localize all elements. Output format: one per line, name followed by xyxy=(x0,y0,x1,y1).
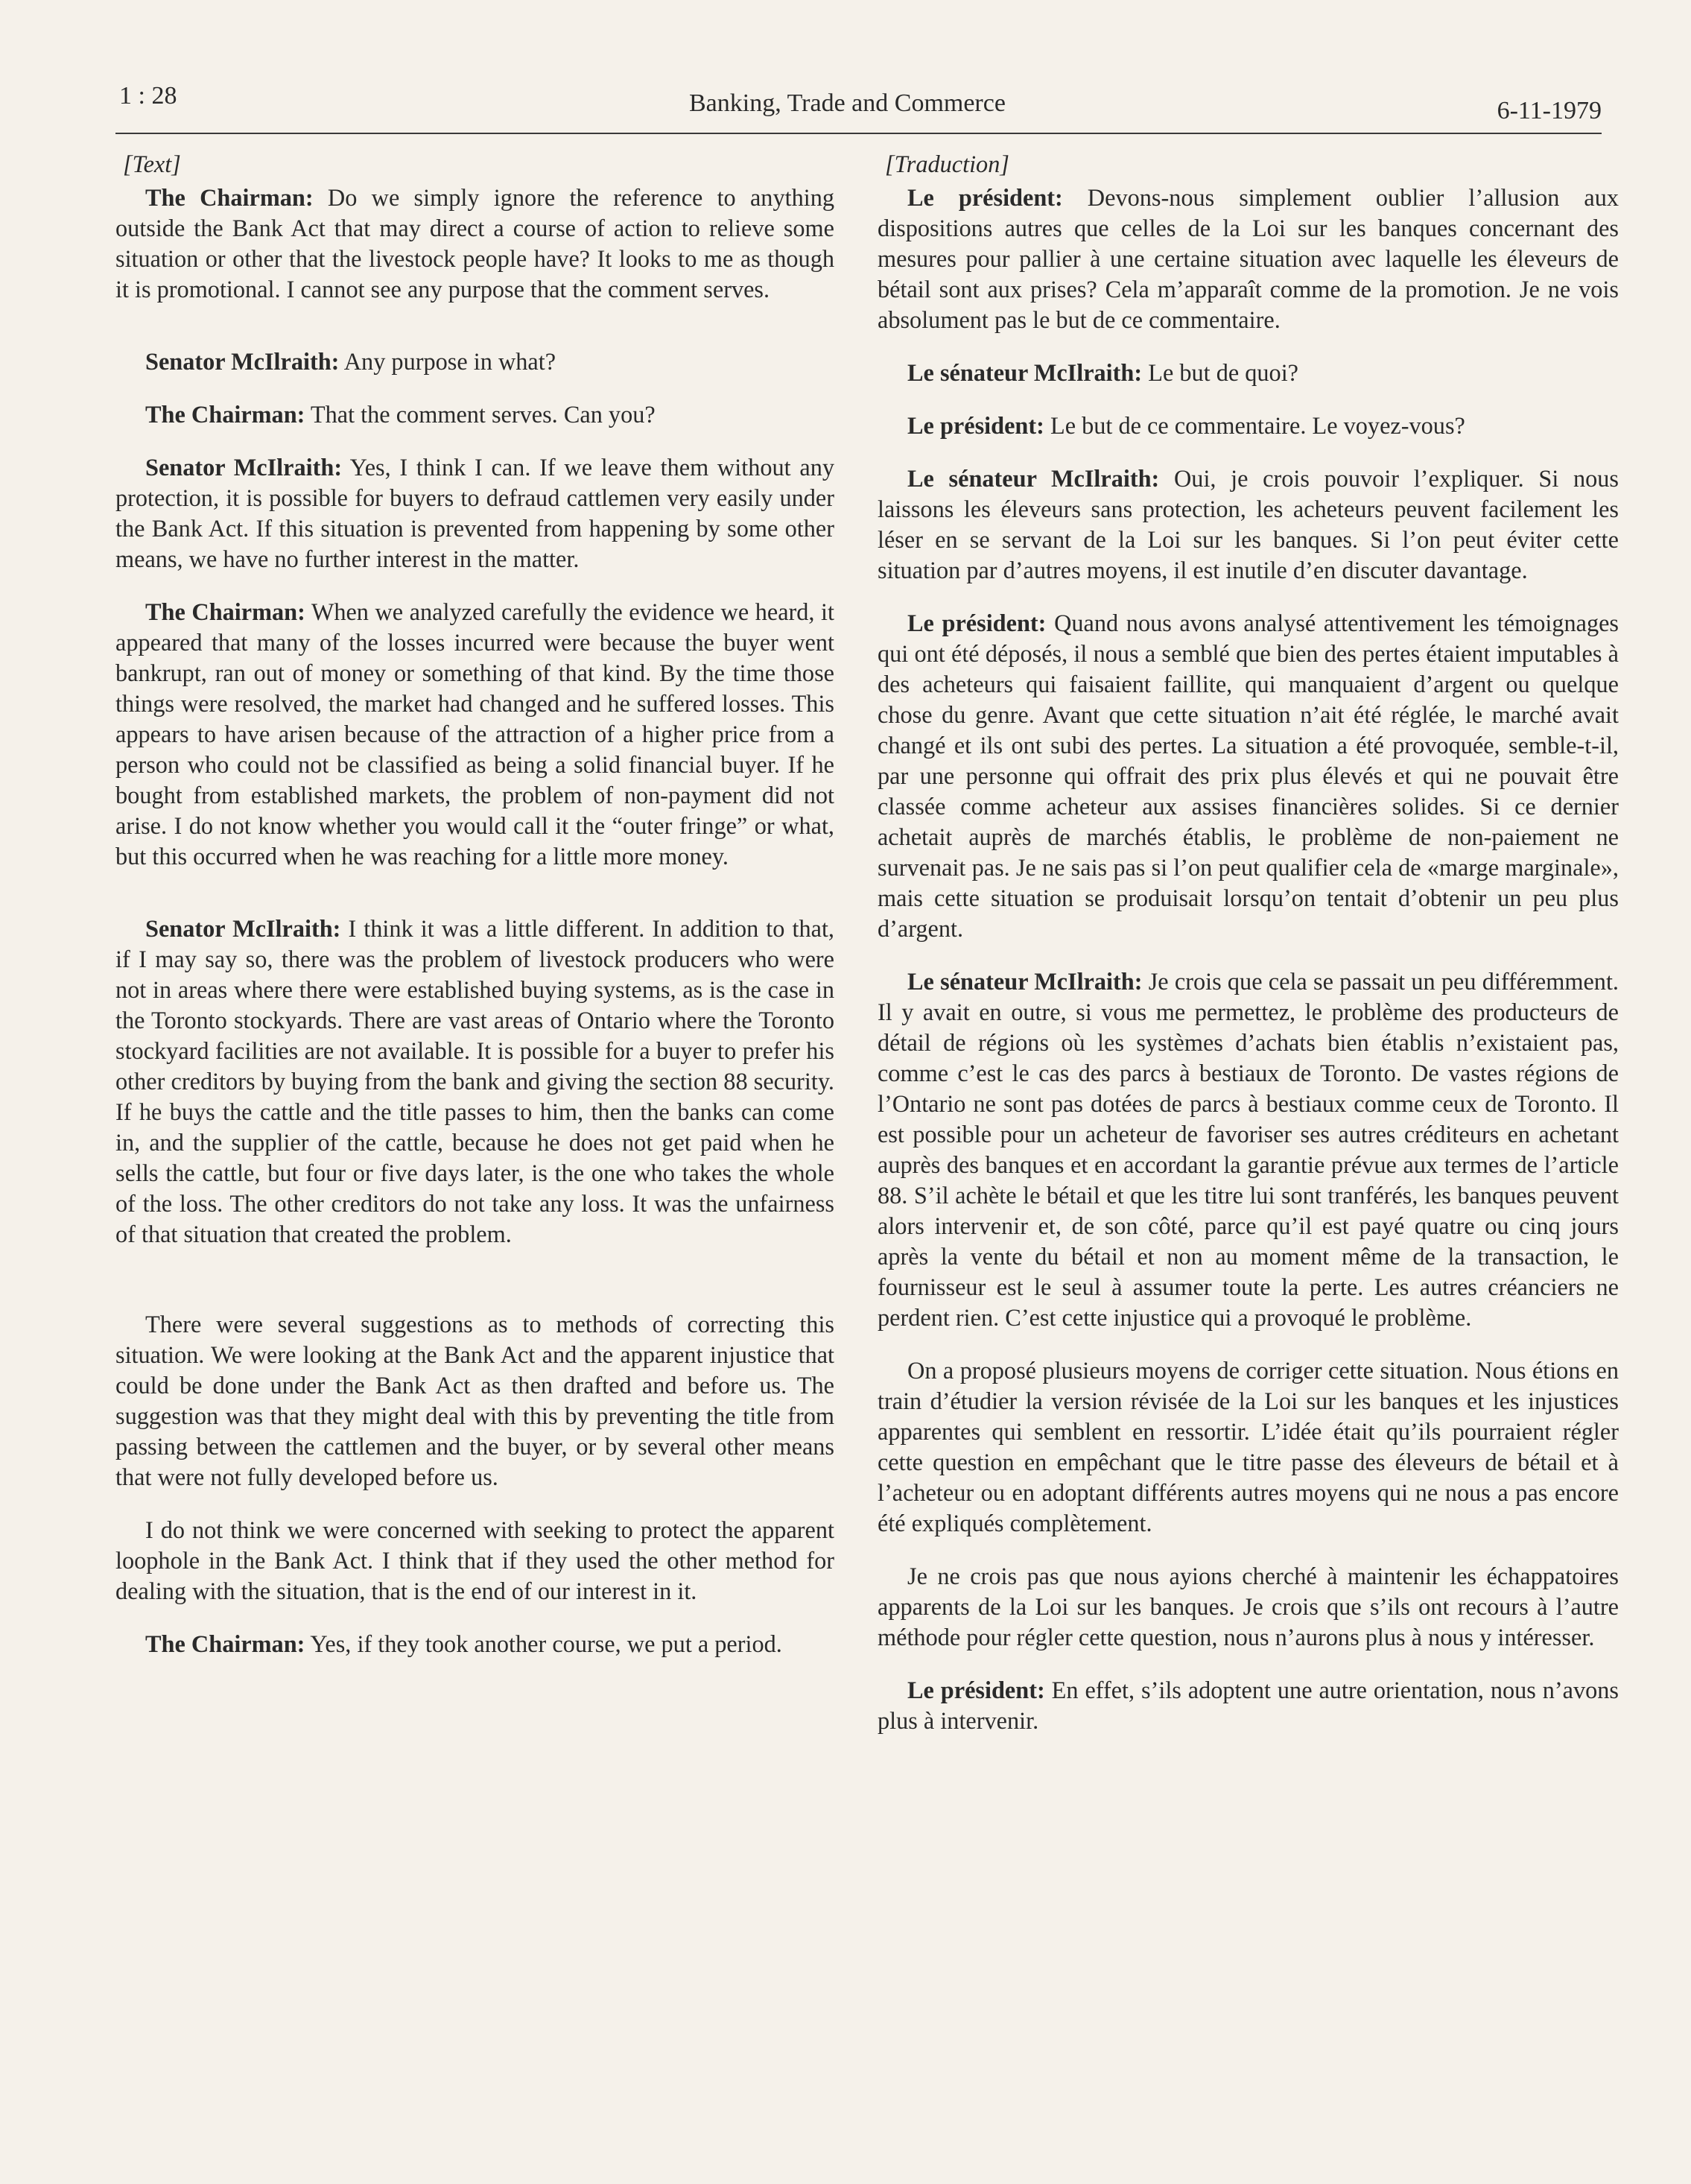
paragraph xyxy=(115,183,834,305)
speaker-name: The Chairman: xyxy=(145,184,314,211)
paragraph xyxy=(878,411,1619,441)
page-number: 1 : 28 xyxy=(119,82,177,110)
speech-text: Devons-nous simplement oublier l’allusion aux dispositions autres que celles de la Loi sur les banques concernant des mesures pour pallier à une certaine situation avec laquelle les éleveurs de bétail sont aux prises? Cela m’apparaît comme de la promotion. Je ne vois absolument pas le but de ce commentaire. xyxy=(878,184,1619,333)
speaker-name: The Chairman: xyxy=(145,598,305,625)
speaker-name: Le président: xyxy=(907,184,1063,211)
section-label: [Traduction] xyxy=(885,151,1009,177)
french-column xyxy=(878,149,1619,1759)
speaker-name: Le sénateur McIlraith: xyxy=(907,968,1143,995)
speech-text: Quand nous avons analysé attentivement les témoignages qui ont été déposés, il nous a semblé que bien des pertes étaient imputables à des acheteurs qui faisaient faillite, qui manquaient d’argent ou quelque chose du genre. Avant que cette situation n’ait été réglée, le marché avait changé et ils ont subi des pertes. La situation a été provoquée, semble-t-il, par une personne qui offrait des prix plus élevés et qui ne pouvait être classée comme acheteur aux assises financières solides. Si ce dernier achetait auprès de marchés établis, le problème de non-paiement ne survenait pas. Je ne sais pas si l’on peut qualifier cela de «marge marginale», mais cette situation se produisait lorsqu’on tentait d’obtenir un peu plus d’argent. xyxy=(878,610,1619,942)
speech-text: Je crois que cela se passait un peu différemment. Il y avait en outre, si vous me permettez, le problème des producteurs de détail de régions où les systèmes d’achats bien établis n’existaient pas, comme c’est le cas des parcs à bestiaux de Toronto. De vastes régions de l’Ontario ne sont pas dotées de parcs à bestiaux comme ceux de Toronto. Il est possible pour un acheteur de favoriser ses autres créditeurs en achetant auprès des banques et en accordant la garantie prévue aux termes de l’article 88. S’il achète le bétail et que les titre lui sont tranférés, les banques peuvent alors intervenir et, de son côté, parce qu’il est payé quatre ou cinq jours après la vente du bétail et non au moment même de la transaction, le fournisseur est le seul à assumer toute la perte. Les autres créanciers ne perdent rien. C’est cette injustice qui a provoqué le problème. xyxy=(878,968,1619,1331)
speaker-name: Le sénateur McIlraith: xyxy=(907,465,1160,492)
speaker-name: Senator McIlraith: xyxy=(145,348,340,375)
paragraph xyxy=(115,1309,834,1493)
english-column xyxy=(115,149,834,1682)
paragraph xyxy=(878,183,1619,335)
paragraph xyxy=(115,452,834,575)
paragraph xyxy=(878,463,1619,586)
speech-text: I think it was a little different. In addition to that, if I may say so, there was the problem of livestock producers who were not in areas where there were established buying systems, as is the case in the Toronto stockyards. There are vast areas of Ontario where the Toronto stockyard facilities are not available. It is possible for a buyer to prefer his other creditors by buying from the bank and giving the section 88 security. If he buys the cattle and the title passes to him, then the banks can come in, and the supplier of the cattle, because he does not get paid when he sells the cattle, but four or five days later, is the one who takes the whole of the loss. The other creditors do not take any loss. It was the unfairness of that situation that created the problem. xyxy=(115,915,834,1247)
speech-text: Le but de ce commentaire. Le voyez-vous? xyxy=(1044,412,1465,439)
paragraph xyxy=(115,346,834,377)
speech-text: There were several suggestions as to methods of correcting this situation. We were looking at the Bank Act and the apparent injustice that could be done under the Bank Act as then drafted and before us. The suggestion was that they might deal with this by preventing the title from passing between the cattlemen and the buyer, or by several other means that were not fully developed before us. xyxy=(115,1311,834,1490)
committee-title: Banking, Trade and Commerce xyxy=(689,89,1006,117)
paragraph xyxy=(878,358,1619,388)
paragraph xyxy=(878,1355,1619,1539)
paragraph xyxy=(115,914,834,1250)
speaker-name: Senator McIlraith: xyxy=(145,454,343,481)
speech-text: Oui, je crois pouvoir l’expliquer. Si nous laissons les éleveurs sans protection, les acheteurs peuvent facilement les léser en se servant de la Loi sur les banques. Si l’on peut éviter cette situation par d’autres moyens, il est inutile d’en discuter davantage. xyxy=(878,465,1619,583)
session-date: 6-11-1979 xyxy=(1497,97,1602,124)
speech-text: Yes, I think I can. If we leave them without any protection, it is possible for buyers to defraud cattlemen very easily under the Bank Act. If this situation is prevented from happening by some other means, we have no further interest in the matter. xyxy=(115,454,834,572)
page-header xyxy=(115,80,1602,134)
speaker-name: Le président: xyxy=(907,412,1044,439)
speaker-name: Senator McIlraith: xyxy=(145,915,341,942)
paragraph xyxy=(878,1561,1619,1653)
paragraph xyxy=(878,608,1619,944)
paragraph xyxy=(878,966,1619,1333)
speech-text: Do we simply ignore the reference to anything outside the Bank Act that may direct a course of action to relieve some situation or other that the livestock people have? It looks to me as though it is promotional. I cannot see any purpose that the comment serves. xyxy=(115,184,834,303)
speech-text: Yes, if they took another course, we put a period. xyxy=(305,1630,782,1657)
speech-text: I do not think we were concerned with seeking to protect the apparent loophole in the Bank Act. I think that if they used the other method for dealing with the situation, that is the end of our interest in it. xyxy=(115,1516,834,1604)
speaker-name: Le sénateur McIlraith: xyxy=(907,359,1143,386)
paragraph xyxy=(115,597,834,872)
speech-text: Le but de quoi? xyxy=(1142,359,1299,386)
speaker-name: The Chairman: xyxy=(145,401,305,428)
speech-text: En effet, s’ils adoptent une autre orientation, nous n’avons plus à intervenir. xyxy=(878,1677,1619,1734)
speaker-name: Le président: xyxy=(907,610,1047,636)
speaker-name: Le président: xyxy=(907,1677,1045,1703)
speaker-name: The Chairman: xyxy=(145,1630,305,1657)
speech-text: That the comment serves. Can you? xyxy=(305,401,656,428)
paragraph xyxy=(115,1629,834,1659)
paragraph xyxy=(878,1675,1619,1736)
speech-text: Je ne crois pas que nous ayions cherché à maintenir les échappatoires apparents de la Loi sur les banques. Je crois que s’ils ont recours à l’autre méthode pour régler cette question, nous n’aurons plus à nous y intéresser. xyxy=(878,1563,1619,1650)
paragraph xyxy=(115,1515,834,1607)
speech-text: When we analyzed carefully the evidence we heard, it appeared that many of the losses incurred were because the buyer went bankrupt, ran out of money or something of that kind. By the time those things were resolved, the market had changed and he suffered losses. This appears to have arisen because of the attraction of a higher price from a person who could not be classified as being a solid financial buyer. If he bought from established markets, the problem of non-payment did not arise. I do not know whether you would call it the “outer fringe” or what, but this occurred when he was reaching for a little more money. xyxy=(115,598,834,870)
section-label: [Text] xyxy=(123,151,181,177)
paragraph xyxy=(115,399,834,430)
speech-text: Any purpose in what? xyxy=(339,348,556,375)
speech-text: On a proposé plusieurs moyens de corriger cette situation. Nous étions en train d’étudier la version révisée de la Loi sur les banques et les injustices apparentes qui semblent en ressortir. L’idée était qu’ils pourraient régler cette question en empêchant que le titre passe des éleveurs de bétail et à l’acheteur ou en adoptant différents autres moyens qui ne nous a pas encore été expliqués complètement. xyxy=(878,1357,1619,1536)
